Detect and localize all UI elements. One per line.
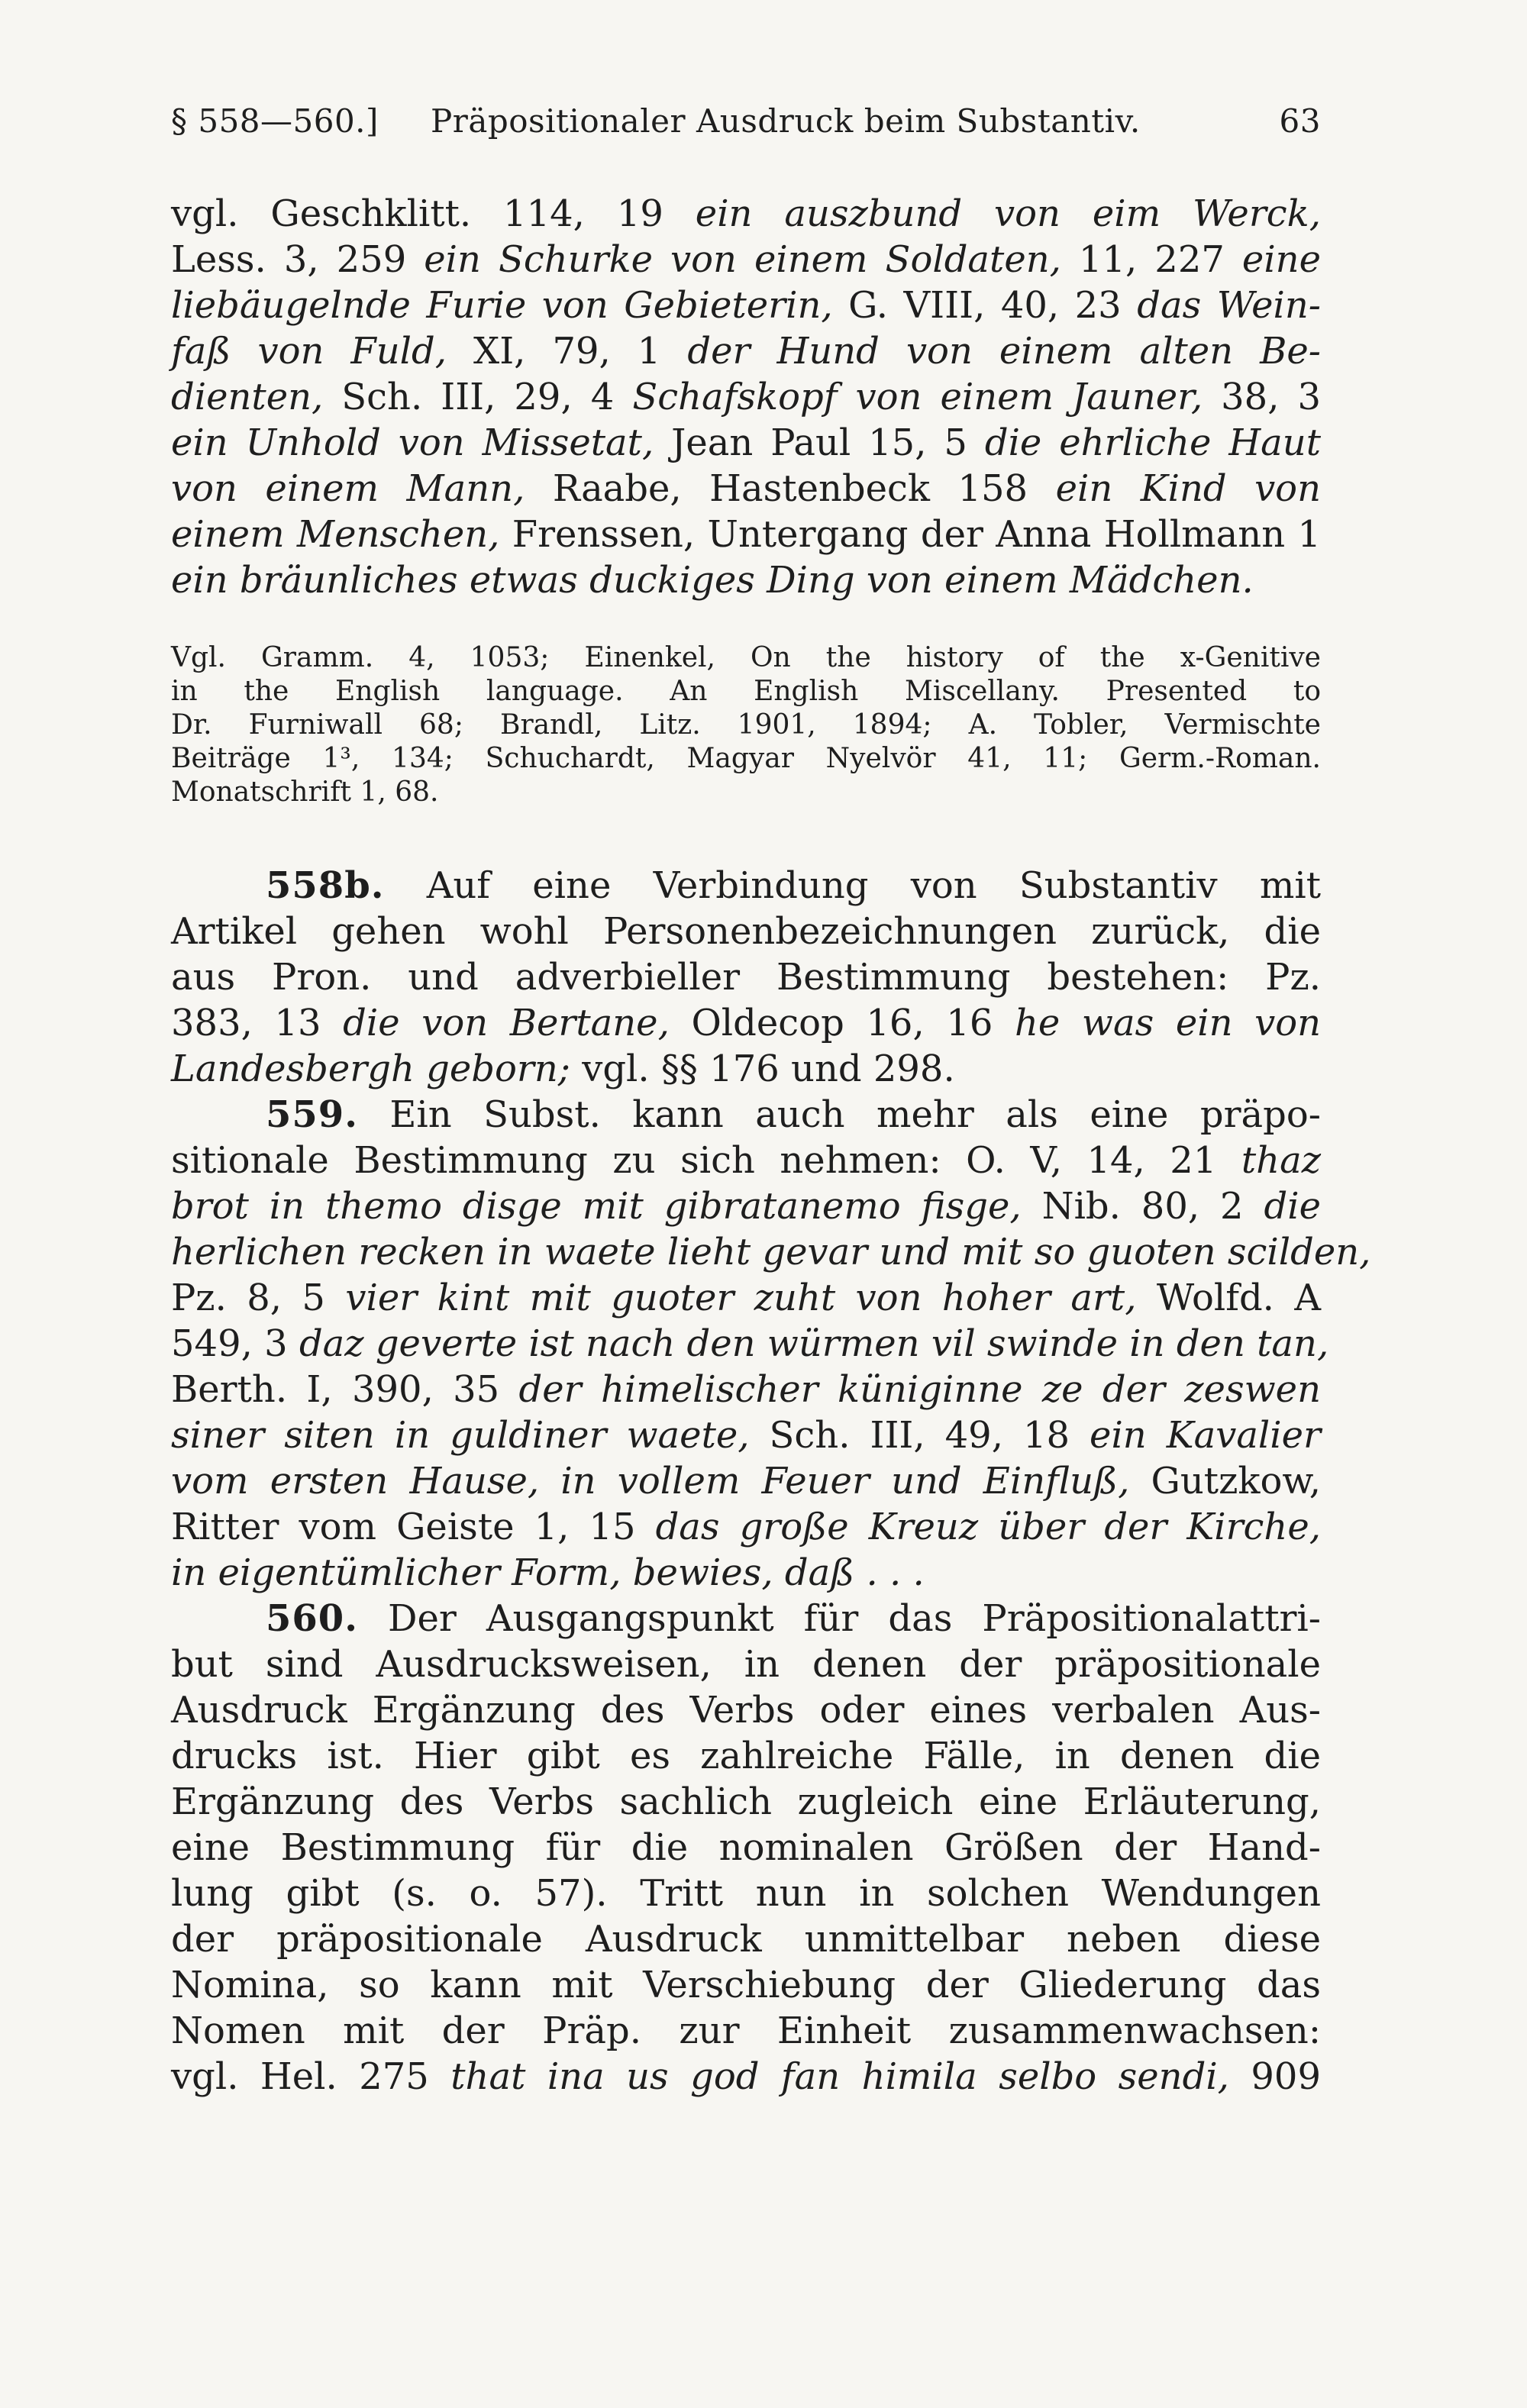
section-number: 560. bbox=[266, 1597, 358, 1640]
text-line: Berth. I, 390, 35 der himelischer küniginne ze der zeswen bbox=[171, 1368, 1321, 1411]
text-line: herlichen recken in waete lieht gevar und mit so guoten scilden, bbox=[171, 1231, 1371, 1273]
section-559-first-line: 559. Ein Subst. kann auch mehr als eine präpo- bbox=[266, 1093, 1321, 1136]
text-line: Ergänzung des Verbs sachlich zugleich eine Erläuterung, bbox=[171, 1780, 1321, 1823]
text-line: sitionale Bestimmung zu sich nehmen: O. V, 14, 21 thaz bbox=[171, 1139, 1321, 1182]
text-line: Nomen mit der Präp. zur Einheit zusammenwachsen: bbox=[171, 2009, 1321, 2052]
text-line: ein Unhold von Missetat, Jean Paul 15, 5 die ehrliche Haut bbox=[171, 421, 1321, 464]
page-number: 63 bbox=[1279, 102, 1321, 140]
text-line: eine Bestimmung für die nominalen Größen der Hand- bbox=[171, 1826, 1321, 1869]
text-line: 549, 3 daz geverte ist nach den würmen vil swinde in den tan, bbox=[171, 1322, 1329, 1365]
text-line: but sind Ausdrucksweisen, in denen der präpositionale bbox=[171, 1643, 1321, 1686]
text-line: brot in themo disge mit gibratanemo fisge, Nib. 80, 2 die bbox=[171, 1185, 1321, 1228]
text-line: Pz. 8, 5 vier kint mit guoter zuht von hoher art, Wolfd. A bbox=[171, 1277, 1322, 1319]
section-number: 559. bbox=[266, 1093, 358, 1136]
text-line: vom ersten Hause, in vollem Feuer und Einfluß, Gutzkow, bbox=[171, 1460, 1321, 1503]
text-line: Less. 3, 259 ein Schurke von einem Soldaten, 11, 227 eine bbox=[171, 238, 1321, 281]
text-line: von einem Mann, Raabe, Hastenbeck 158 ein Kind von bbox=[171, 467, 1321, 510]
note-line: in the English language. An English Miscellany. Presented to bbox=[171, 676, 1321, 707]
text-line: siner siten in guldiner waete, Sch. III, 49, 18 ein Kavalier bbox=[171, 1414, 1321, 1457]
text-line: Artikel gehen wohl Personenbezeichnungen zurück, die bbox=[171, 910, 1321, 953]
text-line: aus Pron. und adverbieller Bestimmung bestehen: Pz. bbox=[171, 956, 1321, 999]
section-number: 558b. bbox=[266, 864, 385, 907]
text-line: der präpositionale Ausdruck unmittelbar neben diese bbox=[171, 1918, 1321, 1961]
text-line: lung gibt (s. o. 57). Tritt nun in solchen Wendungen bbox=[171, 1872, 1321, 1915]
text-line: vgl. Hel. 275 that ina us god fan himila selbo sendi, 909 bbox=[171, 2055, 1321, 2098]
note-line: Dr. Furniwall 68; Brandl, Litz. 1901, 1894; A. Tobler, Vermischte bbox=[171, 709, 1321, 741]
running-title: Präpositionaler Ausdruck beim Substantiv. bbox=[431, 102, 1141, 140]
text-line: faß von Fuld, XI, 79, 1 der Hund von einem alten Be- bbox=[171, 330, 1322, 373]
text-line: 383, 13 die von Bertane, Oldecop 16, 16 he was ein von bbox=[171, 1002, 1322, 1044]
note-line: Vgl. Gramm. 4, 1053; Einenkel, On the history of the x-Genitive bbox=[171, 642, 1321, 673]
section-558b-first-line: 558b. Auf eine Verbindung von Substantiv mit bbox=[266, 864, 1321, 907]
text-line: vgl. Geschklitt. 114, 19 ein auszbund von eim Werck, bbox=[171, 192, 1321, 235]
text-line: liebäugelnde Furie von Gebieterin, G. VIII, 40, 23 das Wein- bbox=[171, 284, 1322, 327]
text-line: drucks ist. Hier gibt es zahlreiche Fälle, in denen die bbox=[171, 1735, 1321, 1777]
note-line: Beiträge 1³, 134; Schuchardt, Magyar Nyelvör 41, 11; Germ.-Roman. bbox=[171, 743, 1321, 774]
section-range: § 558—560.] bbox=[171, 102, 379, 140]
section-560-first-line: 560. Der Ausgangspunkt für das Präpositionalattri- bbox=[266, 1597, 1321, 1640]
text-line: Ritter vom Geiste 1, 15 das große Kreuz über der Kirche, bbox=[171, 1506, 1322, 1548]
note-line: Monatschrift 1, 68. bbox=[171, 776, 439, 808]
text-line: dienten, Sch. III, 29, 4 Schafskopf von einem Jauner, 38, 3 bbox=[171, 376, 1322, 418]
text-line: Ausdruck Ergänzung des Verbs oder eines verbalen Aus- bbox=[171, 1689, 1321, 1732]
text-line: in eigentümlicher Form, bewies, daß . . . bbox=[171, 1551, 925, 1594]
text-line: Landesbergh geborn; vgl. §§ 176 und 298. bbox=[171, 1047, 955, 1090]
text-line: Nomina, so kann mit Verschiebung der Gliederung das bbox=[171, 1964, 1321, 2006]
text-line: einem Menschen, Frenssen, Untergang der Anna Hollmann 1 bbox=[171, 513, 1322, 556]
text-line: ein bräunliches etwas duckiges Ding von einem Mädchen. bbox=[171, 559, 1254, 602]
running-header bbox=[171, 102, 1321, 148]
